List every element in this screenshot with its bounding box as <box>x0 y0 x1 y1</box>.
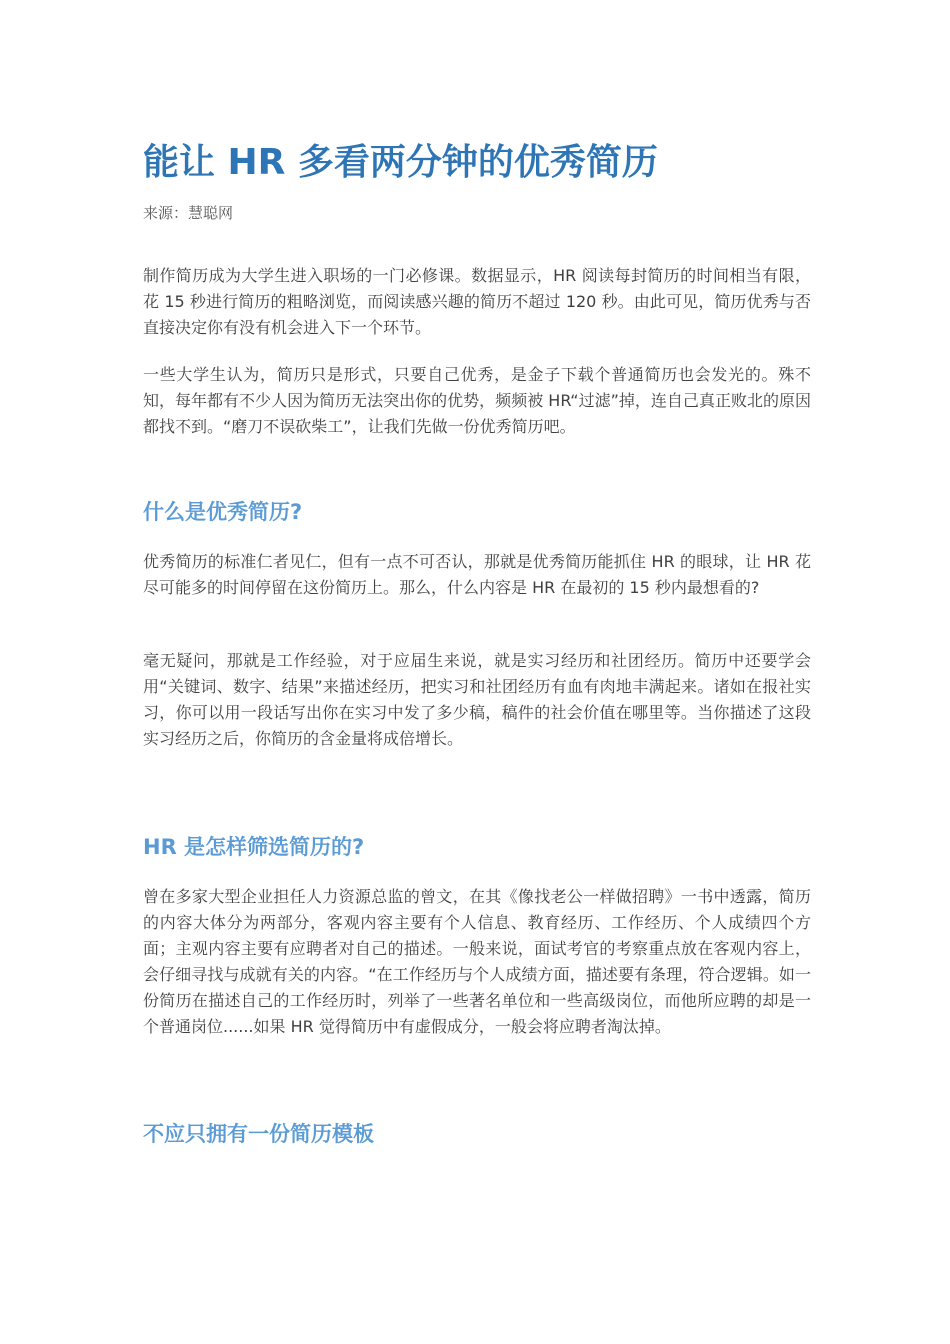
section-1-paragraph-2: 毫无疑问，那就是工作经验，对于应届生来说，就是实习经历和社团经历。简历中还要学会用“关键词、数字、结果”来描述经历，把实习和社团经历有血有肉地丰满起来。诸如在报社实习，你可以用一段话写出你在实习中发了多少稿，稿件的社会价值在哪里等。当你描述了这段实习经历之后，你简历的含金量将成倍增长。 <box>143 651 811 748</box>
section-2-paragraph-1: 曾在多家大型企业担任人力资源总监的曾文，在其《像找老公一样做招聘》一书中透露，简历的内容大体分为两部分，客观内容主要有个人信息、教育经历、工作经历、个人成绩四个方面；主观内容主要有应聘者对自己的描述。一般来说，面试考官的考察重点放在客观内容上，会仔细寻找与成就有关的内容。“在工作经历与个人成绩方面，描述要有条理，符合逻辑。如一份简历在描述自己的工作经历时，列举了一些著名单位和一些高级岗位，而他所应聘的却是一个普通岗位......如果 HR 觉得简历中有虚假成分，一般会将应聘者淘汰掉。 <box>143 887 811 1036</box>
intro-paragraph-1: 制作简历成为大学生进入职场的一门必修课。数据显示，HR 阅读每封简历的时间相当有限，花 15 秒进行简历的粗略浏览，而阅读感兴趣的简历不超过 120 秒。由此可见，简历优秀与否直接决定你有没有机会进入下一个环节。 <box>143 266 811 337</box>
article-source: 来源：慧聪网 <box>143 204 234 222</box>
section-heading-multiple-templates: 不应只拥有一份简历模板 <box>143 1122 374 1146</box>
section-1-paragraph-1: 优秀简历的标准仁者见仁，但有一点不可否认，那就是优秀简历能抓住 HR 的眼球，让 HR 花尽可能多的时间停留在这份简历上。那么，什么内容是 HR 在最初的 15 秒内最想看的? <box>143 552 811 597</box>
section-heading-how-hr-screens: HR 是怎样筛选简历的? <box>143 835 365 859</box>
section-heading-what-is-good-resume: 什么是优秀简历? <box>143 500 303 524</box>
intro-paragraph-2: 一些大学生认为，简历只是形式，只要自己优秀，是金子下载个普通简历也会发光的。殊不知，每年都有不少人因为简历无法突出你的优势，频频被 HR“过滤”掉，连自己真正败北的原因都找不到。“磨刀不误砍柴工”，让我们先做一份优秀简历吧。 <box>143 365 811 436</box>
article-title: 能让 HR 多看两分钟的优秀简历 <box>143 142 658 183</box>
